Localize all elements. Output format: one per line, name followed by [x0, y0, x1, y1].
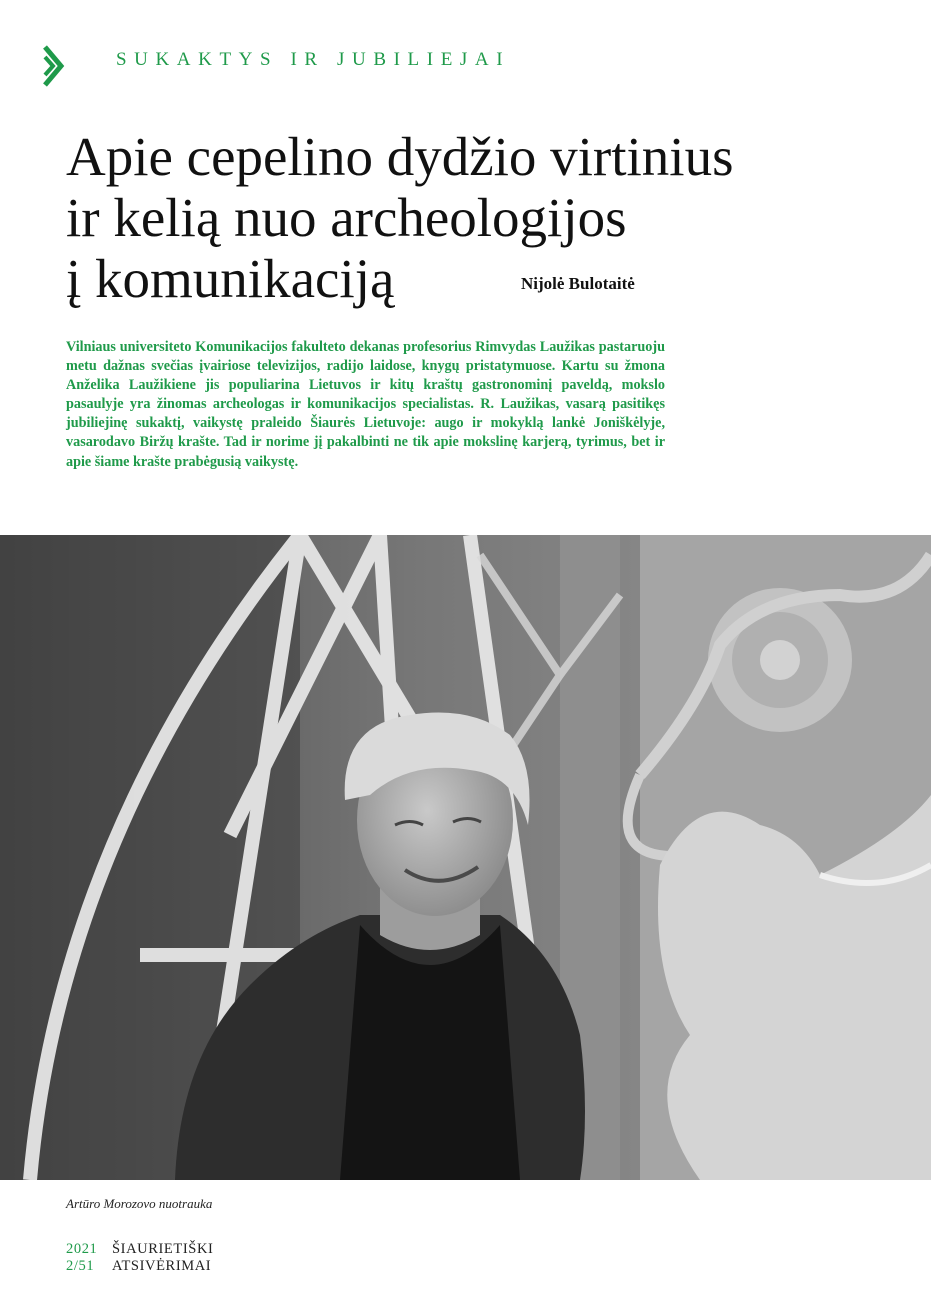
article-title-line: į komunikaciją [66, 248, 395, 309]
section-title: SUKAKTYS IR JUBILIEJAI [116, 49, 511, 70]
article-lead: Vilniaus universiteto Komunikacijos fakulteto dekanas profesorius Rimvydas Laužikas pastaruoju metu dažnas svečias įvairiose televizijos, radijo laidose, knygų pristatymuose. Kartu su žmona Anželika Laužikiene jis populiarina Lietuvos ir kitų kraštų gastronominį paveldą, mokslo pasaulyje yra žinomas archeologas ir komunikacijos specialistas. R. Laužikas, vasarą pasitikęs jubiliejinę sukaktį, vaikystę praleido Šiaurės Lietuvoje: augo ir mokyklą lankė Joniškėlyje, vasarodavo Biržų krašte. Tad ir norime jį pakalbinti ne tik apie mokslinę karjerą, tyrimus, bet ir apie šiame krašte prabėgusią vaikystę. [66, 339, 665, 470]
article-title [66, 126, 826, 309]
magazine-name-line1: ŠIAURIETIŠKI [112, 1241, 214, 1257]
magazine-name-line2: ATSIVĖRIMAI [112, 1258, 212, 1274]
portrait-photo [0, 535, 931, 1180]
page-footer [66, 1241, 213, 1275]
article-author: Nijolė Bulotaitė [521, 274, 635, 293]
article-title-line: Apie cepelino dydžio virtinius [66, 126, 734, 187]
article-title-line: ir kelią nuo archeologijos [66, 187, 627, 248]
issue-year: 2021 [66, 1241, 98, 1257]
double-chevron-right-icon [42, 44, 66, 88]
photo-caption: Artūro Morozovo nuotrauka [66, 1196, 213, 1211]
issue-number: 2/51 [66, 1258, 95, 1274]
